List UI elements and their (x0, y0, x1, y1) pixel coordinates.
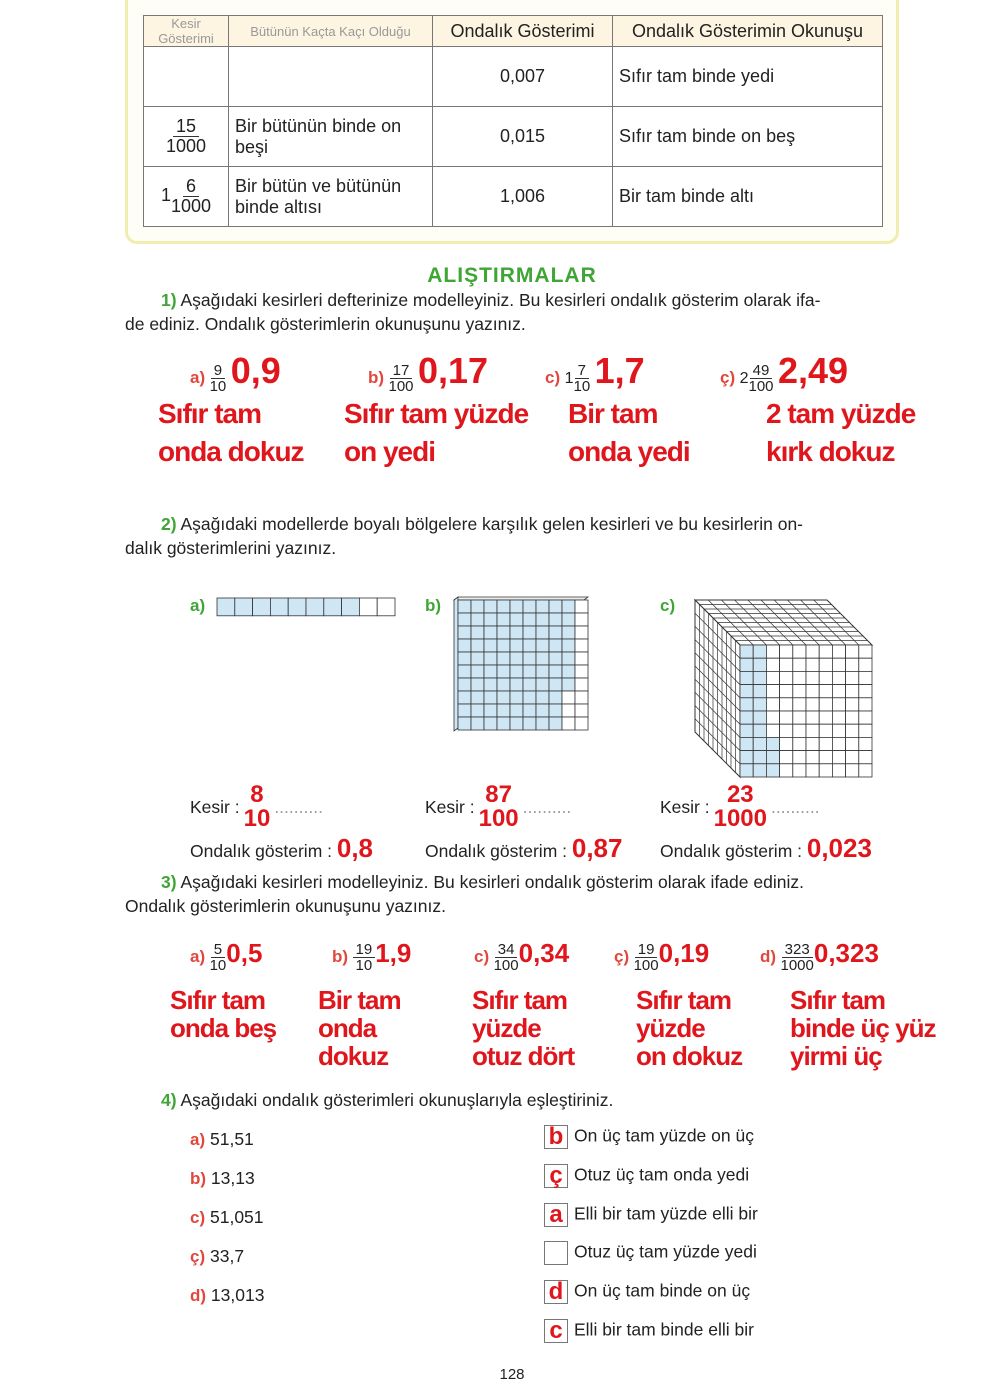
answer-box[interactable]: a (544, 1203, 568, 1227)
fraction: $\frac{7}{10}$ (573, 361, 591, 396)
answer: 0,5 (226, 938, 263, 968)
model-label: c) (660, 596, 676, 615)
decimal-item: c) 51,051 (190, 1207, 264, 1227)
kesir-field: Kesir : 23 1000 .......... (660, 781, 820, 832)
header-ondalik: Ondalık Gösterimi (433, 16, 613, 47)
header-kesir: Kesir Gösterimi (144, 16, 229, 47)
reading-answer: Sıfır tam binde üç yüz yirmi üç (790, 985, 936, 1071)
decimal-item: ç) 33,7 (190, 1246, 245, 1266)
answer: 0,323 (813, 938, 879, 968)
fraction: $\frac{34}{100}$ (493, 940, 519, 975)
fraction: $\frac{17}{100}$ (388, 361, 414, 396)
decimal-item: a) 51,51 (190, 1129, 254, 1149)
answer-box[interactable] (544, 1241, 568, 1265)
reading-answer: 2 tam yüzde kırk dokuz (766, 398, 916, 467)
decimal-cell: 1,006 (433, 167, 613, 227)
reading-answer: Bir tam onda yedi (568, 398, 690, 467)
header-butun: Bütünün Kaçta Kaçı Olduğu (229, 16, 433, 47)
page-number: 128 (499, 1366, 525, 1383)
decimal-cell: 0,015 (433, 107, 613, 167)
decimal-cell: 0,007 (433, 47, 613, 107)
reading-answer: Sıfır tam yüzde otuz dört (472, 985, 575, 1071)
reading-item: Otuz üç tam yüzde yedi (544, 1241, 757, 1265)
reading-answer: Sıfır tam yüzde on dokuz (636, 985, 743, 1071)
fraction: $\frac{49}{100}$ (748, 361, 774, 396)
answer-box[interactable]: d (544, 1280, 568, 1304)
answer-box[interactable]: b (544, 1125, 568, 1149)
answer: 0,17 (417, 350, 489, 391)
q3-text: 3) Aşağıdaki kesirleri modelleyiniz. Bu kesirleri ondalık gösterim olarak ifade ediniz. Ondalık gösterimlerin okunuşunu yazınız. (125, 872, 804, 916)
reading-cell: Sıfır tam binde on beş (613, 107, 883, 167)
reading-answer: Sıfır tam onda dokuz (158, 398, 304, 467)
section-title: ALIŞTIRMALAR (427, 264, 597, 287)
model-label: a) (190, 596, 206, 615)
answer: 2,49 (777, 350, 849, 391)
answer-box[interactable]: c (544, 1319, 568, 1343)
header-okunus: Ondalık Gösterimin Okunuşu (613, 16, 883, 47)
desc-cell: Bir bütün ve bütünün binde altısı (229, 167, 433, 227)
reading-answer: Sıfır tam yüzde on yedi (344, 398, 529, 467)
reading-cell: Sıfır tam binde yedi (613, 47, 883, 107)
kesir-answer: 87 100 (478, 781, 519, 832)
q4-text: 4) Aşağıdaki ondalık gösterimleri okunuşlarıyla eşleştiriniz. (161, 1090, 614, 1110)
fraction: $\frac{5}{10}$ (209, 940, 227, 975)
answer: 0,19 (658, 938, 710, 968)
reading-item: d On üç tam binde on üç (544, 1280, 750, 1304)
fraction: $\frac{19}{10}$ (353, 942, 376, 975)
model-label: b) (425, 596, 442, 615)
decimal-item: b) 13,13 (190, 1168, 255, 1188)
ondalik-field: Ondalık gösterim : 0,023 (660, 833, 872, 863)
fraction: $\frac{19}{100}$ (633, 940, 659, 975)
reading-answer: Bir tam onda dokuz (318, 985, 401, 1071)
reading-item: a Elli bir tam yüzde elli bir (544, 1203, 758, 1227)
q3-item: d) $\frac{323}{1000}$ 0,323 (760, 938, 879, 975)
ondalik-field: Ondalık gösterim : 0,8 (190, 833, 374, 863)
kesir-answer: 23 1000 (713, 781, 767, 832)
q1-text: 1) Aşağıdaki kesirleri defterinize modelleyiniz. Bu kesirleri ondalık gösterim olarak ifa- de ediniz. Ondalık gösterimlerin okunuşunu yazınız. (125, 290, 821, 334)
fraction: $\frac{6}{1000}$ (170, 176, 212, 216)
desc-cell: Bir bütünün binde on beşi (229, 107, 433, 167)
reading-cell: Bir tam binde altı (613, 167, 883, 227)
q3-item: b) $\frac{19}{10}$ 1,9 (332, 938, 412, 975)
reading-item: b On üç tam yüzde on üç (544, 1125, 754, 1149)
q1-item: ç) 2 $\frac{49}{100}$ 2,49 (720, 350, 849, 396)
answer: 1,9 (375, 938, 412, 968)
q3-item: ç) $\frac{19}{100}$ 0,19 (614, 938, 710, 975)
reading-item: c Elli bir tam binde elli bir (544, 1319, 754, 1343)
reading-answer: Sıfır tam onda beş (170, 985, 277, 1043)
kesir-field: Kesir : 8 10 .......... (190, 781, 323, 832)
q1-item: a) $\frac{9}{10}$ 0,9 (190, 350, 281, 396)
answer: 0,9 (230, 350, 281, 391)
q3-item: c) $\frac{34}{100}$ 0,34 (474, 938, 570, 975)
kesir-field: Kesir : 87 100 .......... (425, 781, 572, 832)
answer: 0,34 (518, 938, 570, 968)
answer: 1,7 (594, 350, 645, 391)
q1-item: b) $\frac{17}{100}$ 0,17 (368, 350, 489, 396)
q3-item: a) $\frac{5}{10}$ 0,5 (190, 938, 263, 975)
fraction: $\frac{323}{1000}$ (780, 940, 814, 975)
q2-text: 2) Aşağıdaki modellerde boyalı bölgelere karşılık gelen kesirleri ve bu kesirlerin on- dalık gösterimlerini yazınız. (125, 514, 804, 558)
q1-item: c) 1 $\frac{7}{10}$ 1,7 (545, 350, 645, 396)
fraction: $\frac{9}{10}$ (209, 361, 227, 396)
reading-item: ç Otuz üç tam onda yedi (544, 1164, 749, 1188)
ondalik-field: Ondalık gösterim : 0,87 (425, 833, 623, 863)
decimal-item: d) 13,013 (190, 1285, 265, 1305)
fraction: $\frac{15}{1000}$ (165, 116, 207, 156)
table-row: 1 $\frac{6}{1000}$ Bir bütün ve bütünün binde altısı 1,006 Bir tam binde altı (144, 167, 883, 227)
answer-box[interactable]: ç (544, 1164, 568, 1188)
kesir-answer: 8 10 (243, 781, 271, 832)
